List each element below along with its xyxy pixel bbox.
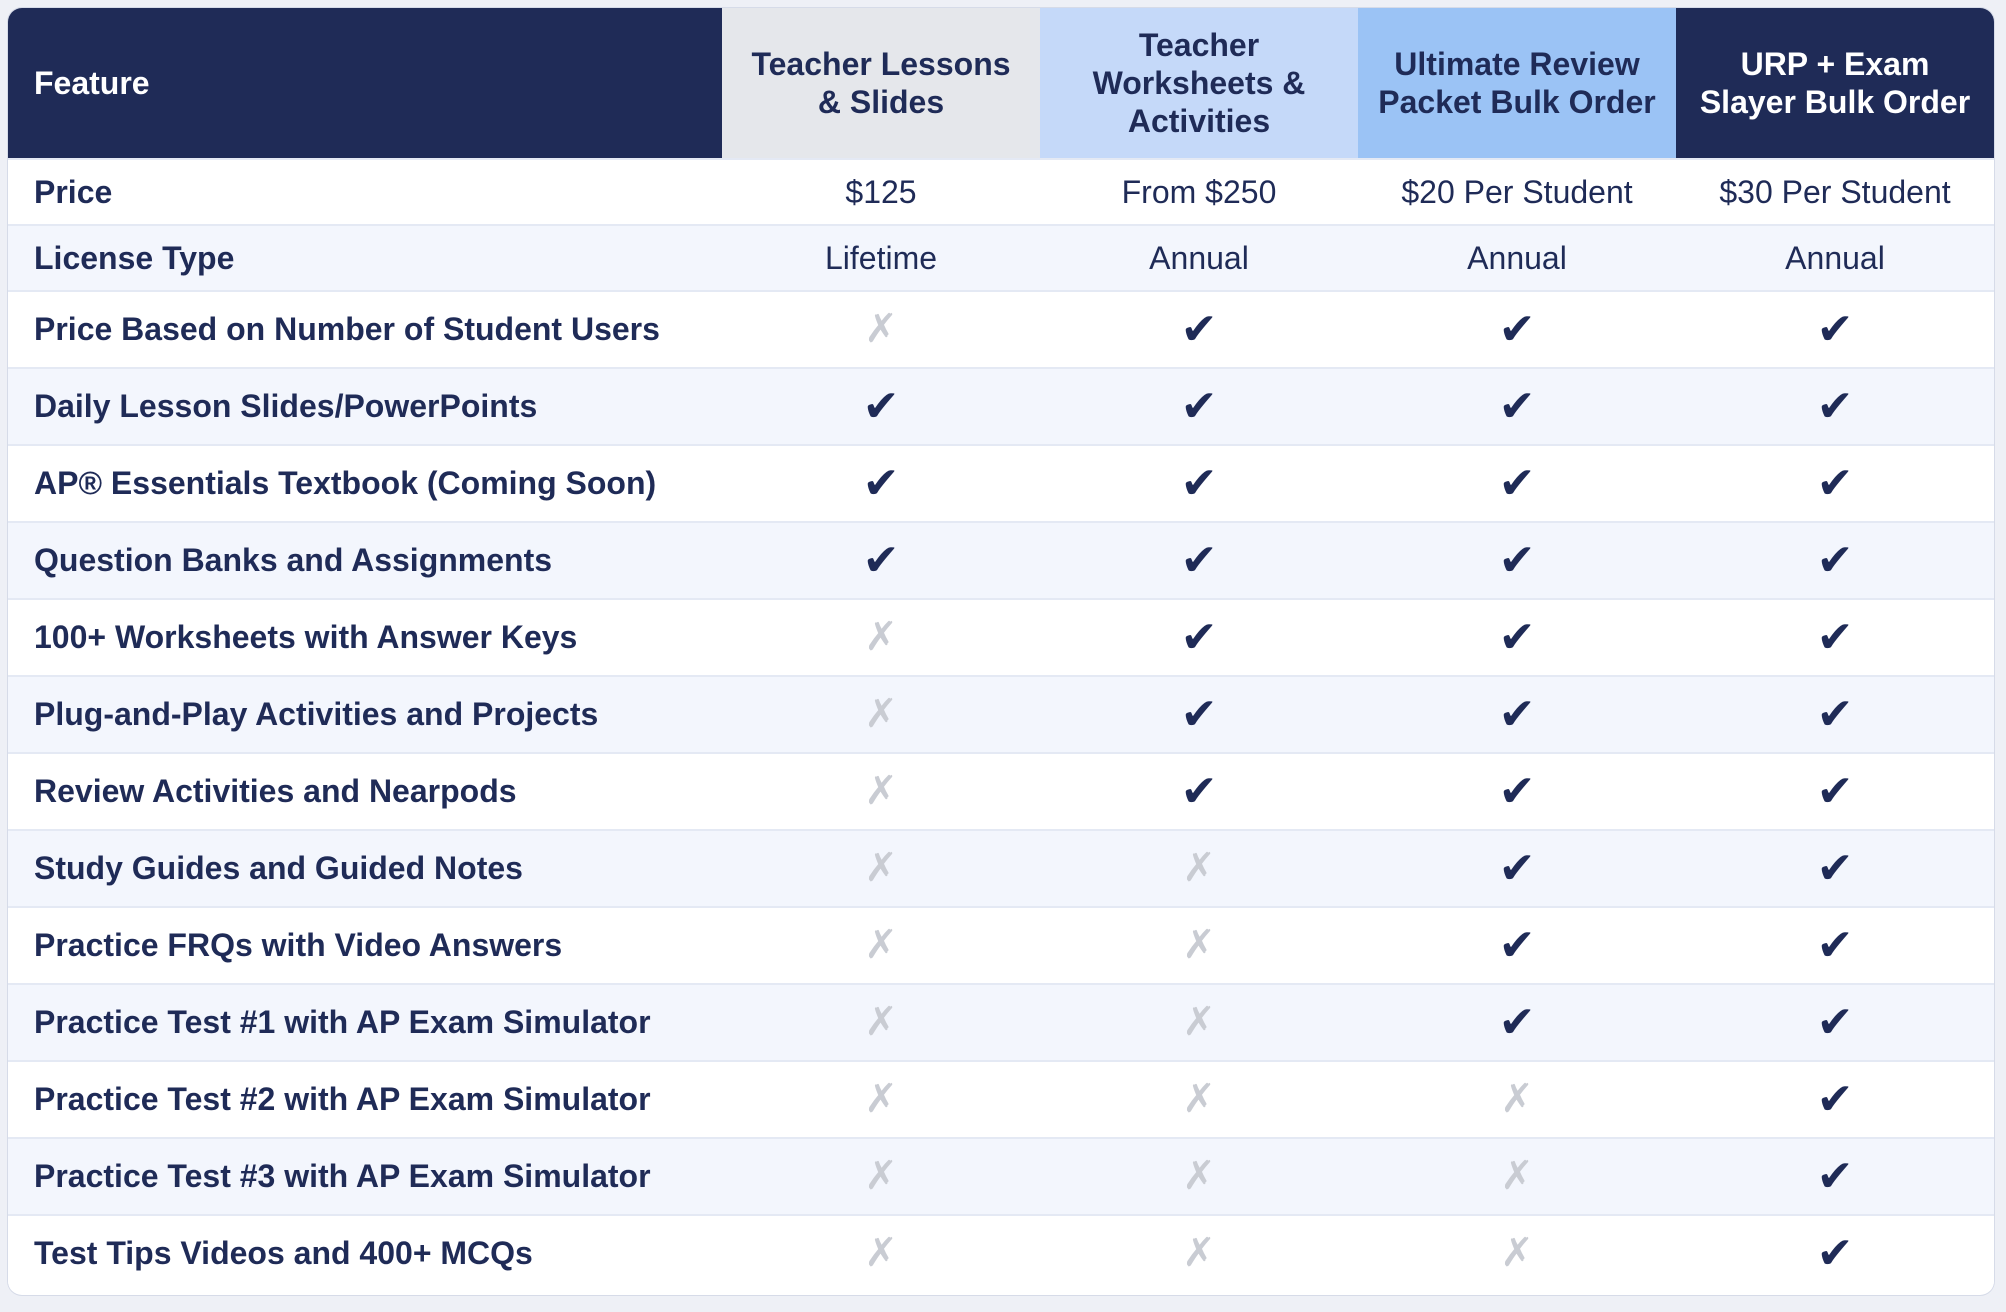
table-row xyxy=(8,522,1994,599)
plan-cell xyxy=(722,907,1040,984)
check-icon: ✔ xyxy=(1816,458,1854,508)
plan-cell xyxy=(722,753,1040,830)
cross-icon: ✗ xyxy=(1182,846,1216,890)
plan-cell xyxy=(1358,291,1676,368)
header-feature: Feature xyxy=(8,8,722,159)
feature-name: Practice Test #2 with AP Exam Simulator xyxy=(34,1081,651,1117)
check-icon: ✔ xyxy=(1816,535,1854,585)
plan-cell xyxy=(1040,753,1358,830)
header-plan-urp-exam-slayer: URP + Exam Slayer Bulk Order xyxy=(1676,8,1994,159)
table-row xyxy=(8,291,1994,368)
check-icon: ✔ xyxy=(1498,997,1536,1047)
plan-value: $30 Per Student xyxy=(1719,173,1951,210)
check-icon: ✔ xyxy=(1498,304,1536,354)
check-icon: ✔ xyxy=(1816,304,1854,354)
plan-cell xyxy=(1676,599,1994,676)
cross-icon: ✗ xyxy=(1500,1231,1534,1275)
plan-cell xyxy=(722,1138,1040,1215)
cross-icon: ✗ xyxy=(864,615,898,659)
check-icon: ✔ xyxy=(1816,612,1854,662)
table-body xyxy=(8,159,1994,1291)
plan-cell xyxy=(1676,830,1994,907)
feature-name: Plug-and-Play Activities and Projects xyxy=(34,696,599,732)
plan-cell xyxy=(722,676,1040,753)
cross-icon: ✗ xyxy=(1500,1154,1534,1198)
feature-name: Practice Test #3 with AP Exam Simulator xyxy=(34,1158,651,1194)
table-row xyxy=(8,676,1994,753)
plan-cell xyxy=(722,1215,1040,1291)
feature-name: Practice FRQs with Video Answers xyxy=(34,927,563,963)
plan-cell xyxy=(1676,522,1994,599)
header-plan-urp-bulk: Ultimate Review Packet Bulk Order xyxy=(1358,8,1676,159)
check-icon: ✔ xyxy=(1816,1228,1854,1278)
plan-cell xyxy=(1358,830,1676,907)
plan-cell xyxy=(1040,522,1358,599)
plan-cell xyxy=(1040,907,1358,984)
check-icon: ✔ xyxy=(862,535,900,585)
plan-cell xyxy=(1358,907,1676,984)
header-plan-teacher-lessons: Teacher Lessons & Slides xyxy=(722,8,1040,159)
cross-icon: ✗ xyxy=(864,692,898,736)
check-icon: ✔ xyxy=(1816,766,1854,816)
plan-cell xyxy=(1676,368,1994,445)
plan-cell xyxy=(722,522,1040,599)
cross-icon: ✗ xyxy=(864,1077,898,1121)
table-row xyxy=(8,445,1994,522)
table-row xyxy=(8,368,1994,445)
plan-value: Annual xyxy=(1149,239,1249,276)
plan-cell xyxy=(1040,291,1358,368)
check-icon: ✔ xyxy=(1816,843,1854,893)
check-icon: ✔ xyxy=(1180,381,1218,431)
cross-icon: ✗ xyxy=(864,1154,898,1198)
check-icon: ✔ xyxy=(1180,535,1218,585)
cross-icon: ✗ xyxy=(864,307,898,351)
cross-icon: ✗ xyxy=(1182,923,1216,967)
table-row xyxy=(8,830,1994,907)
check-icon: ✔ xyxy=(1180,689,1218,739)
check-icon: ✔ xyxy=(1498,458,1536,508)
plan-cell xyxy=(1040,1061,1358,1138)
feature-name: Test Tips Videos and 400+ MCQs xyxy=(34,1235,533,1271)
plan-cell xyxy=(1040,984,1358,1061)
plan-cell xyxy=(1676,1138,1994,1215)
check-icon: ✔ xyxy=(1498,689,1536,739)
table-row xyxy=(8,984,1994,1061)
plan-cell xyxy=(722,1061,1040,1138)
feature-name: License Type xyxy=(34,239,235,276)
table-row xyxy=(8,599,1994,676)
plan-cell xyxy=(1358,368,1676,445)
table-row xyxy=(8,753,1994,830)
cross-icon: ✗ xyxy=(1182,1000,1216,1044)
cross-icon: ✗ xyxy=(864,769,898,813)
check-icon: ✔ xyxy=(1816,997,1854,1047)
cross-icon: ✗ xyxy=(864,1000,898,1044)
plan-cell xyxy=(1676,1061,1994,1138)
plan-value: Annual xyxy=(1467,239,1567,276)
cross-icon: ✗ xyxy=(864,923,898,967)
plan-cell xyxy=(1358,522,1676,599)
comparison-table-card xyxy=(8,8,1994,1295)
check-icon: ✔ xyxy=(862,458,900,508)
plan-cell xyxy=(1040,599,1358,676)
plan-comparison-table xyxy=(8,8,1994,1291)
plan-value: $20 Per Student xyxy=(1401,173,1633,210)
plan-cell xyxy=(1040,830,1358,907)
plan-cell xyxy=(1358,676,1676,753)
cross-icon: ✗ xyxy=(864,1231,898,1275)
plan-value: From $250 xyxy=(1121,173,1277,210)
plan-cell xyxy=(1358,599,1676,676)
feature-name: Review Activities and Nearpods xyxy=(34,773,517,809)
table-header xyxy=(8,8,1994,159)
plan-cell xyxy=(1676,984,1994,1061)
check-icon: ✔ xyxy=(1498,381,1536,431)
check-icon: ✔ xyxy=(1498,535,1536,585)
table-row xyxy=(8,159,1994,225)
feature-name: Price xyxy=(34,173,113,210)
plan-cell xyxy=(722,599,1040,676)
plan-cell xyxy=(722,445,1040,522)
check-icon: ✔ xyxy=(1816,689,1854,739)
check-icon: ✔ xyxy=(1180,612,1218,662)
check-icon: ✔ xyxy=(1498,843,1536,893)
plan-cell xyxy=(1358,753,1676,830)
plan-value: Annual xyxy=(1785,239,1885,276)
feature-name: AP® Essentials Textbook (Coming Soon) xyxy=(34,465,657,501)
check-icon: ✔ xyxy=(1180,458,1218,508)
feature-name: Practice Test #1 with AP Exam Simulator xyxy=(34,1004,651,1040)
plan-value: Lifetime xyxy=(824,239,938,276)
check-icon: ✔ xyxy=(862,381,900,431)
plan-cell xyxy=(1358,1215,1676,1291)
cross-icon: ✗ xyxy=(1500,1077,1534,1121)
plan-cell xyxy=(1358,1138,1676,1215)
header-row xyxy=(8,8,1994,159)
plan-cell xyxy=(1040,676,1358,753)
feature-name: Daily Lesson Slides/PowerPoints xyxy=(34,388,538,424)
check-icon: ✔ xyxy=(1816,381,1854,431)
feature-name: Question Banks and Assignments xyxy=(34,542,553,578)
header-plan-teacher-worksheets: Teacher Worksheets & Activities xyxy=(1040,8,1358,159)
plan-cell xyxy=(1040,445,1358,522)
plan-cell xyxy=(1676,907,1994,984)
plan-cell xyxy=(1358,1061,1676,1138)
cross-icon: ✗ xyxy=(1182,1231,1216,1275)
plan-cell xyxy=(1040,368,1358,445)
table-row xyxy=(8,225,1994,291)
table-row xyxy=(8,907,1994,984)
check-icon: ✔ xyxy=(1180,766,1218,816)
check-icon: ✔ xyxy=(1180,304,1218,354)
cross-icon: ✗ xyxy=(864,846,898,890)
check-icon: ✔ xyxy=(1498,766,1536,816)
plan-cell xyxy=(1358,445,1676,522)
plan-cell xyxy=(1676,753,1994,830)
table-row xyxy=(8,1215,1994,1291)
plan-cell xyxy=(1040,1138,1358,1215)
check-icon: ✔ xyxy=(1816,920,1854,970)
plan-cell xyxy=(1676,291,1994,368)
plan-cell xyxy=(1676,1215,1994,1291)
check-icon: ✔ xyxy=(1498,612,1536,662)
plan-cell xyxy=(1040,1215,1358,1291)
check-icon: ✔ xyxy=(1498,920,1536,970)
check-icon: ✔ xyxy=(1816,1074,1854,1124)
feature-name: 100+ Worksheets with Answer Keys xyxy=(34,619,578,655)
feature-name: Study Guides and Guided Notes xyxy=(34,850,523,886)
plan-cell xyxy=(1358,984,1676,1061)
cross-icon: ✗ xyxy=(1182,1154,1216,1198)
plan-cell xyxy=(722,291,1040,368)
plan-value: $125 xyxy=(845,173,917,210)
feature-name: Price Based on Number of Student Users xyxy=(34,311,660,347)
check-icon: ✔ xyxy=(1816,1151,1854,1201)
table-row xyxy=(8,1061,1994,1138)
table-row xyxy=(8,1138,1994,1215)
plan-cell xyxy=(722,368,1040,445)
plan-cell xyxy=(1676,676,1994,753)
plan-cell xyxy=(722,984,1040,1061)
plan-cell xyxy=(722,830,1040,907)
cross-icon: ✗ xyxy=(1182,1077,1216,1121)
plan-cell xyxy=(1676,445,1994,522)
